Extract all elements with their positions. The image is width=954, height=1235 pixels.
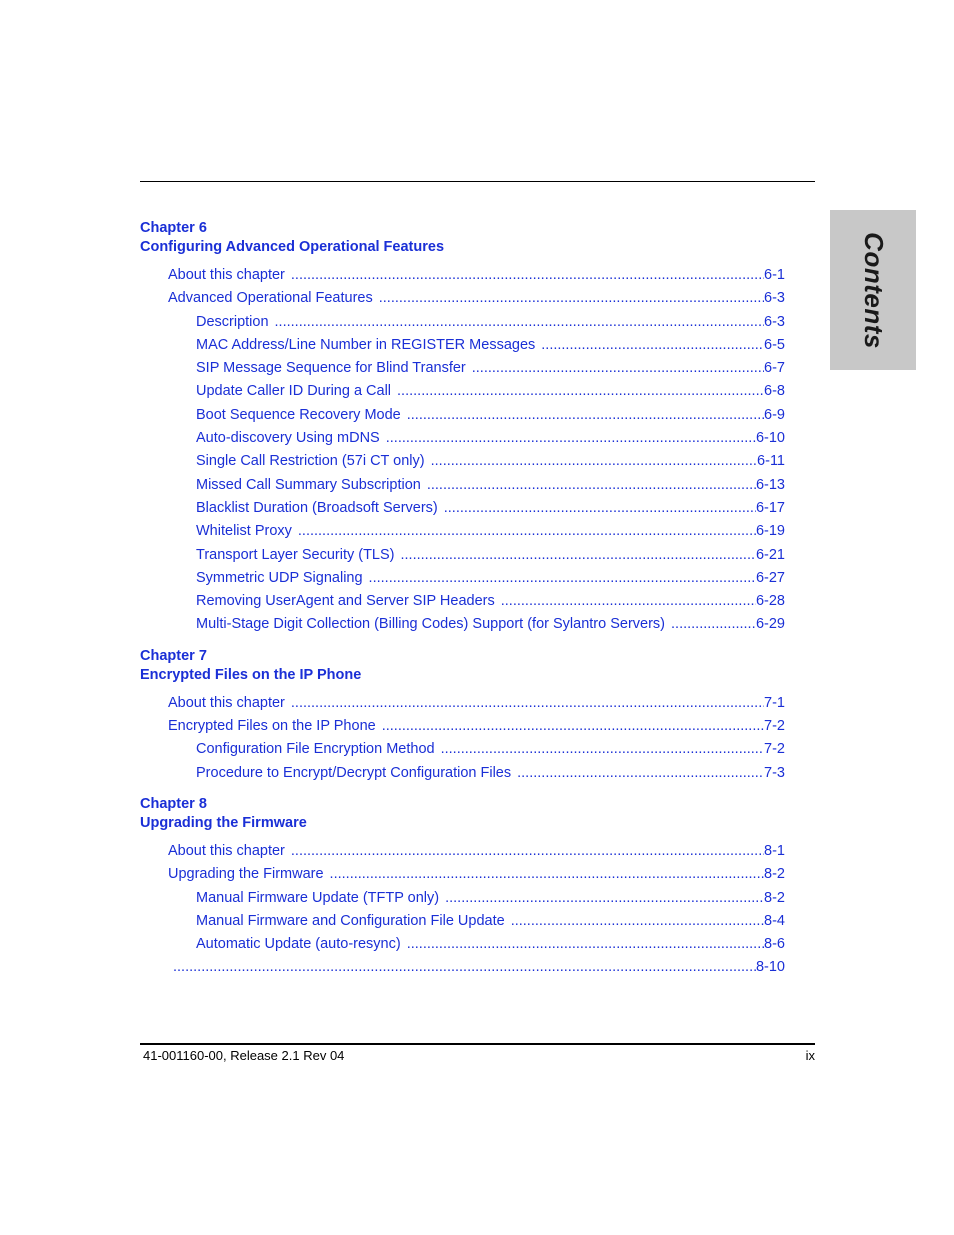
toc-entry[interactable] [140, 910, 785, 933]
dot-leader [291, 264, 764, 287]
toc-entry-title: Description [196, 313, 269, 330]
toc-entry[interactable] [140, 840, 785, 863]
toc-entry-title: Upgrading the Firmware [168, 866, 324, 883]
contents-side-tab [830, 210, 916, 370]
chapter-8-section [140, 795, 785, 980]
toc-entry-title: Transport Layer Security (TLS) [196, 546, 395, 563]
toc-entry-page: 7-1 [764, 694, 785, 711]
toc-entry-page: 6-28 [755, 593, 785, 610]
toc-entry[interactable] [140, 334, 785, 357]
toc-entry[interactable] [140, 567, 785, 590]
toc-entry-page: 8-6 [764, 936, 785, 953]
dot-leader [671, 613, 756, 636]
toc-entry[interactable] [140, 887, 785, 910]
toc-entry[interactable] [140, 404, 785, 427]
toc-entry-title: Manual Firmware Update (TFTP only) [196, 889, 440, 906]
toc-entry-title: About this chapter [168, 842, 285, 859]
toc-entry[interactable] [140, 497, 785, 520]
dot-leader [401, 544, 756, 567]
toc-entry-page: 6-17 [755, 499, 785, 516]
chapter-number[interactable]: Chapter 6 [140, 220, 207, 236]
dot-leader [517, 762, 764, 785]
toc-entry-page: 8-10 [755, 959, 785, 976]
toc-entry-title: Removing UserAgent and Server SIP Headers [196, 593, 495, 610]
toc-entry-page: 6-19 [755, 523, 785, 540]
chapter-title[interactable]: Upgrading the Firmware [140, 814, 307, 831]
dot-leader [472, 357, 764, 380]
toc-entry-page: 6-8 [764, 383, 785, 400]
toc-entry-page: 8-1 [764, 842, 785, 859]
toc-entry-page: 6-1 [764, 267, 785, 283]
toc-entry[interactable] [140, 427, 785, 450]
dot-leader [275, 311, 765, 334]
toc-entry-page: 6-11 [757, 453, 785, 470]
dot-leader [369, 567, 756, 590]
toc-entry-page: 6-5 [764, 336, 785, 353]
toc-entry-page: 7-2 [764, 741, 785, 758]
toc-entry[interactable] [140, 590, 785, 613]
toc-entry[interactable] [140, 287, 785, 310]
entry-list [140, 840, 785, 980]
dot-leader [397, 380, 764, 403]
toc-entry-title: Symmetric UDP Signaling [196, 569, 363, 586]
toc-entry-title: MAC Address/Line Number in REGISTER Messages [196, 336, 536, 353]
toc-entry-page: 8-2 [764, 889, 785, 906]
toc-entry-title: About this chapter [168, 267, 285, 283]
dot-leader [407, 933, 764, 956]
toc-entry-title: Missed Call Summary Subscription [196, 476, 421, 493]
chapter-title[interactable]: Configuring Advanced Operational Features [140, 239, 445, 255]
toc-entry-title: Auto-discovery Using mDNS [196, 430, 380, 447]
toc-entry[interactable] [140, 863, 785, 886]
dot-leader [379, 287, 764, 310]
chapter-7-section [140, 647, 785, 785]
dot-leader [386, 427, 756, 450]
chapter-number[interactable]: Chapter 8 [140, 795, 207, 812]
dot-leader [173, 956, 756, 979]
toc-entry[interactable] [140, 450, 785, 473]
toc-entry[interactable] [140, 474, 785, 497]
dot-leader [298, 520, 756, 543]
dot-leader [431, 450, 757, 473]
toc-entry-page: 6-13 [755, 476, 785, 493]
entry-list [140, 264, 785, 637]
toc-entry-title: Single Call Restriction (57i CT only) [196, 453, 425, 470]
toc-entry-title: Manual Firmware and Configuration File Update [196, 912, 505, 929]
chapter-6-section [140, 219, 785, 637]
dot-leader [501, 590, 756, 613]
toc-entry[interactable] [140, 357, 785, 380]
toc-entry-title: Update Caller ID During a Call [196, 383, 392, 400]
toc-entry-page: 8-4 [764, 912, 785, 929]
toc-entry-page: 8-2 [764, 866, 785, 883]
toc-entry-page: 6-29 [755, 616, 785, 633]
dot-leader [441, 738, 764, 761]
toc-entry[interactable] [140, 311, 785, 334]
footer-document-id: 41-001160-00, Release 2.1 Rev 04 [143, 1048, 345, 1063]
toc-entry-page: 6-21 [755, 546, 785, 563]
toc-entry-title: Procedure to Encrypt/Decrypt Configuration Files [196, 764, 512, 781]
dot-leader [541, 334, 764, 357]
toc-entry[interactable] [140, 933, 785, 956]
toc-entry-page: 7-2 [764, 718, 785, 735]
dot-leader [444, 497, 756, 520]
dot-leader [382, 715, 764, 738]
toc-entry[interactable] [140, 715, 785, 738]
toc-entry[interactable] [140, 762, 785, 785]
toc-entry-title: Blacklist Duration (Broadsoft Servers) [196, 499, 438, 516]
toc-entry-title: About this chapter [168, 694, 285, 711]
toc-entry-page: 6-27 [755, 569, 785, 586]
toc-entry-page: 6-10 [755, 430, 785, 447]
toc-entry[interactable] [140, 956, 785, 979]
side-tab-label: Contents [858, 231, 889, 349]
footer-page-number: ix [805, 1048, 815, 1063]
dot-leader [427, 474, 756, 497]
header-rule [140, 181, 815, 182]
toc-entry-page: 7-3 [764, 764, 785, 781]
toc-entry[interactable] [140, 380, 785, 403]
toc-entry-page: 6-3 [764, 290, 785, 307]
toc-entry[interactable] [140, 520, 785, 543]
toc-entry-title: SIP Message Sequence for Blind Transfer [196, 360, 466, 377]
toc-entry-page: 6-9 [764, 406, 785, 423]
dot-leader [511, 910, 764, 933]
toc-entry-title: Advanced Operational Features [168, 290, 373, 307]
chapter-number[interactable]: Chapter 7 [140, 647, 207, 664]
dot-leader [445, 887, 764, 910]
toc-entry[interactable] [140, 692, 785, 715]
dot-leader [330, 863, 764, 886]
table-of-contents [140, 219, 785, 990]
toc-entry-title: Automatic Update (auto-resync) [196, 936, 401, 953]
toc-entry-title: Whitelist Proxy [196, 523, 292, 540]
dot-leader [291, 692, 764, 715]
toc-entry-title: Configuration File Encryption Method [196, 741, 435, 758]
toc-entry[interactable] [140, 544, 785, 567]
toc-entry-title: Boot Sequence Recovery Mode [196, 406, 401, 423]
dot-leader [291, 840, 764, 863]
chapter-title[interactable]: Encrypted Files on the IP Phone [140, 666, 362, 683]
toc-entry-page: 6-3 [764, 313, 785, 330]
toc-entry-page: 6-7 [764, 360, 785, 377]
entry-list [140, 692, 785, 785]
footer-rule [140, 1043, 815, 1045]
toc-entry[interactable] [140, 613, 785, 636]
toc-entry[interactable] [140, 738, 785, 761]
toc-entry-title: Encrypted Files on the IP Phone [168, 718, 376, 735]
toc-entry[interactable] [140, 264, 785, 287]
dot-leader [407, 404, 764, 427]
toc-entry-title: Multi-Stage Digit Collection (Billing Codes) Support (for Sylantro Servers) [196, 616, 666, 633]
